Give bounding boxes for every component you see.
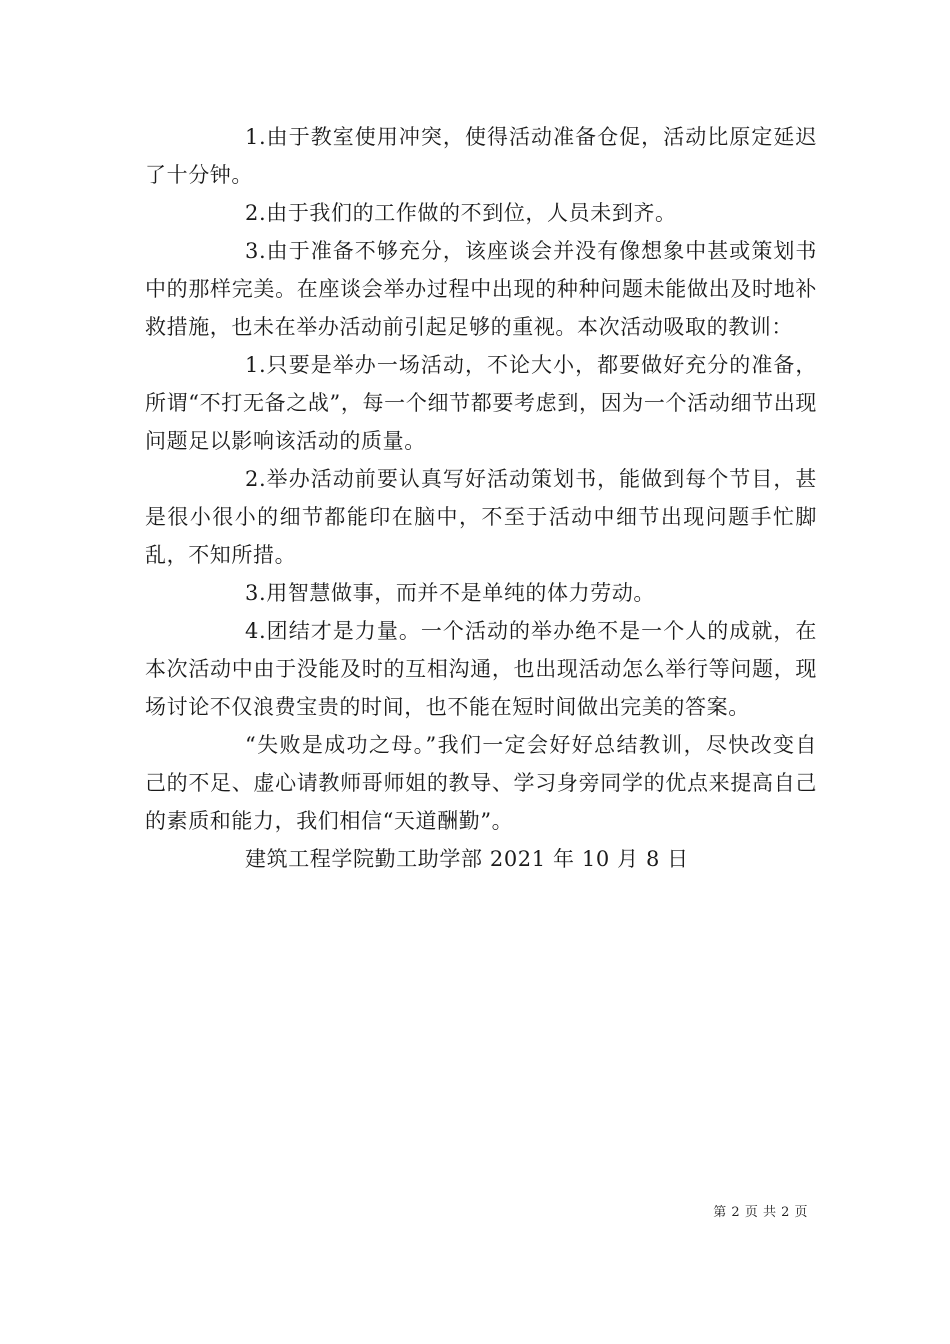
document-body xyxy=(145,118,817,878)
page-number-footer: 第 2 页 共 2 页 xyxy=(713,1205,808,1220)
paragraph-lesson-3: 3.用智慧做事，而并不是单纯的体力劳动。 xyxy=(245,581,656,605)
paragraph-lesson-2: 2.举办活动前要认真写好活动策划书，能做到每个节目，甚是很小很小的细节都能印在脑中，不至于活动中细节出现问题手忙脚乱，不知所措。 xyxy=(145,467,817,567)
paragraph-problem-2: 2.由于我们的工作做的不到位，人员未到齐。 xyxy=(245,201,677,225)
paragraph-lesson-4: 4.团结才是力量。一个活动的举办绝不是一个人的成就，在本次活动中由于没能及时的互相沟通，也出现活动怎么举行等问题，现场讨论不仅浪费宝贵的时间，也不能在短时间做出完美的答案。 xyxy=(145,619,817,719)
paragraph-lesson-1: 1.只要是举办一场活动，不论大小，都要做好充分的准备，所谓“不打无备之战”，每一个细节都要考虑到，因为一个活动细节出现问题足以影响该活动的质量。 xyxy=(145,353,817,453)
signature-line: 建筑工程学院勤工助学部 2021 年 10 月 8 日 xyxy=(245,847,689,871)
paragraph-conclusion: “失败是成功之母。”我们一定会好好总结教训，尽快改变自己的不足、虚心请教师哥师姐的教导、学习身旁同学的优点来提高自己的素质和能力，我们相信“天道酬勤”。 xyxy=(145,733,817,833)
paragraph-problem-3: 3.由于准备不够充分，该座谈会并没有像想象中甚或策划书中的那样完美。在座谈会举办过程中出现的种种问题未能做出及时地补救措施，也未在举办活动前引起足够的重视。本次活动吸取的教训： xyxy=(145,239,817,339)
paragraph-problem-1: 1.由于教室使用冲突，使得活动准备仓促，活动比原定延迟了十分钟。 xyxy=(145,125,817,187)
